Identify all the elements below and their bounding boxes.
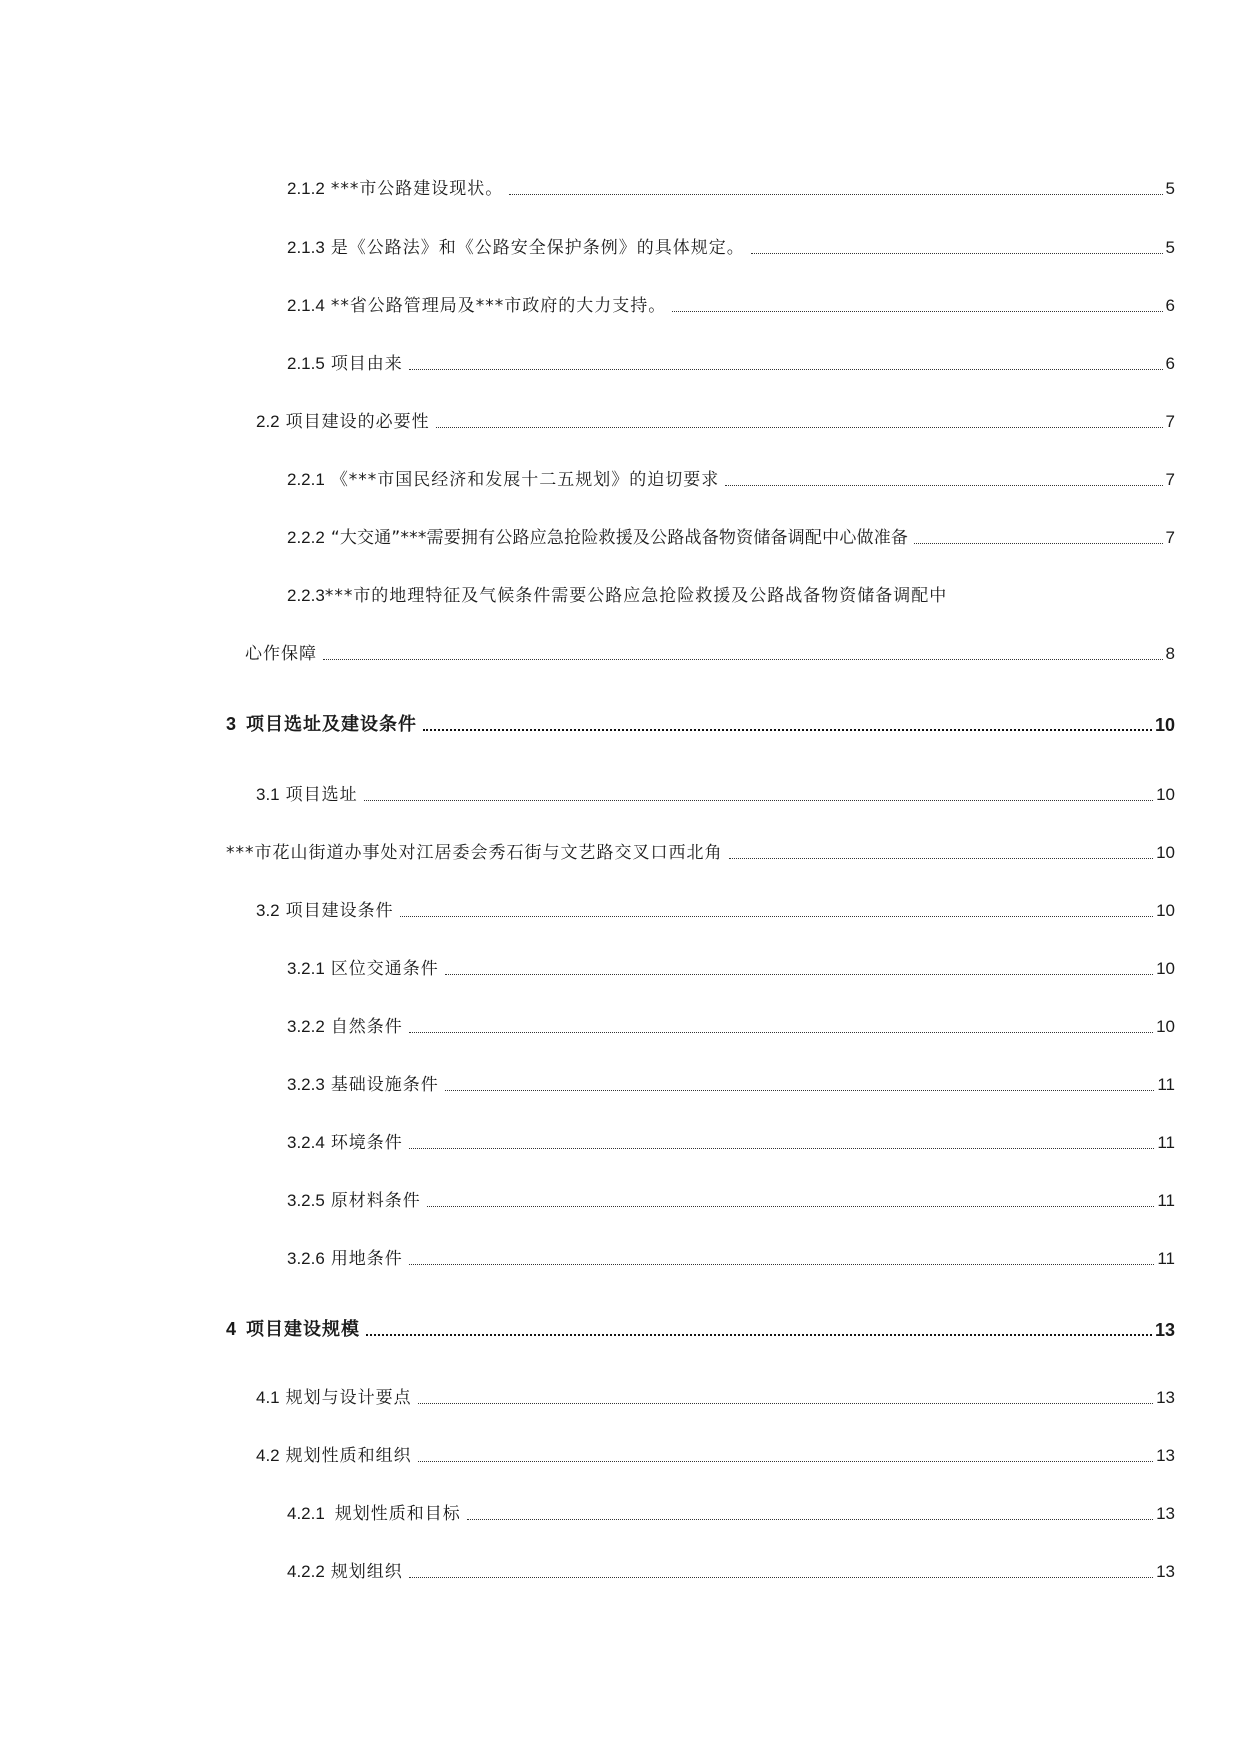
- toc-entry-label: 自然条件: [330, 1017, 403, 1037]
- toc-entry-title: [256, 1445, 412, 1467]
- toc-leader-dots: [418, 1403, 1153, 1404]
- toc-entry-label: 用地条件: [330, 1249, 403, 1269]
- toc-page-number: 10: [1156, 843, 1175, 862]
- toc-leader-dots: [409, 369, 1163, 370]
- toc-entry-number: 3.2.1: [287, 959, 325, 978]
- toc-entry[interactable]: [226, 842, 1175, 864]
- toc-entry-label: 规划性质和目标: [334, 1504, 461, 1524]
- toc-entry-label: ***市的地理特征及气候条件需要公路应急抢险救援及公路战备物资储备调配中: [324, 586, 948, 606]
- toc-entry-number: 4.2.1: [287, 1504, 325, 1523]
- toc-entry-label: 规划与设计要点: [285, 1388, 412, 1408]
- toc-page-number: 13: [1156, 1388, 1175, 1407]
- toc-entry-title: [256, 1387, 412, 1409]
- toc-entry[interactable]: [256, 1387, 1175, 1409]
- toc-entry-label: 项目选址及建设条件: [246, 714, 418, 735]
- toc-entry[interactable]: [287, 469, 1175, 491]
- toc-entry-number: 4: [226, 1319, 237, 1339]
- toc-entry-title: [287, 295, 666, 317]
- toc-entry-number: 2.2.3: [287, 586, 325, 605]
- toc-entry-title: [287, 1016, 403, 1038]
- toc-leader-dots: [467, 1519, 1153, 1520]
- toc-page-number: 13: [1156, 1446, 1175, 1465]
- toc-page-number: 6: [1165, 296, 1175, 315]
- toc-page-number: 7: [1165, 470, 1175, 489]
- toc-chapter-entry[interactable]: [226, 713, 1175, 736]
- toc-page-number: 5: [1165, 238, 1175, 257]
- toc-entry-number: 2.1.2: [287, 179, 325, 198]
- toc-entry-label: **省公路管理局及***市政府的大力支持。: [330, 296, 667, 316]
- toc-leader-dots: [323, 659, 1163, 660]
- toc-entry-label: 区位交通条件: [330, 959, 439, 979]
- toc-entry[interactable]: [256, 1445, 1175, 1467]
- toc-entry-label: 项目建设规模: [246, 1319, 361, 1340]
- toc-entry[interactable]: [287, 295, 1175, 317]
- toc-chapter-entry[interactable]: [226, 1318, 1175, 1341]
- toc-entry-first-line[interactable]: [287, 585, 947, 607]
- toc-page-number: 13: [1156, 1562, 1175, 1581]
- toc-page-number: 11: [1157, 1191, 1175, 1210]
- toc-page-number: 8: [1165, 644, 1175, 663]
- toc-entry[interactable]: [287, 1132, 1175, 1154]
- toc-entry-title: [287, 527, 908, 549]
- toc-entry[interactable]: [287, 353, 1175, 375]
- toc-entry-label: 心作保障: [245, 644, 317, 664]
- toc-entry-title: [226, 1318, 360, 1341]
- toc-entry[interactable]: [256, 900, 1175, 922]
- toc-leader-dots: [436, 427, 1163, 428]
- toc-entry-title: [256, 900, 394, 922]
- toc-leader-dots: [751, 253, 1163, 254]
- toc-entry-number: 3.2.6: [287, 1249, 325, 1268]
- toc-entry[interactable]: [287, 237, 1175, 259]
- toc-leader-dots: [509, 194, 1162, 195]
- toc-page-number: 10: [1156, 959, 1175, 978]
- toc-entry-label: 原材料条件: [330, 1191, 421, 1211]
- toc-entry-number: 2.1.4: [287, 296, 325, 315]
- toc-page-number: 13: [1156, 1504, 1175, 1523]
- toc-page-number: 10: [1156, 1017, 1175, 1036]
- toc-entry-label: 是《公路法》和《公路安全保护条例》的具体规定。: [330, 238, 745, 258]
- toc-leader-dots: [427, 1206, 1155, 1207]
- toc-leader-dots: [366, 1334, 1152, 1336]
- toc-leader-dots: [364, 800, 1153, 801]
- toc-leader-dots: [729, 858, 1154, 859]
- toc-entry-number: 3.2.4: [287, 1133, 325, 1152]
- toc-entry[interactable]: [287, 1248, 1175, 1270]
- toc-page-number: 10: [1154, 715, 1175, 735]
- toc-entry-number: 2.1.3: [287, 238, 325, 257]
- toc-page-number: 7: [1165, 528, 1175, 547]
- toc-entry-label: 项目建设条件: [285, 901, 394, 921]
- toc-leader-dots: [418, 1461, 1153, 1462]
- toc-entry[interactable]: [256, 411, 1175, 433]
- toc-entry-label: 环境条件: [330, 1133, 403, 1153]
- toc-leader-dots: [725, 485, 1162, 486]
- toc-entry[interactable]: [287, 527, 1175, 549]
- toc-entry-title: [287, 1561, 403, 1583]
- toc-leader-dots: [672, 311, 1162, 312]
- toc-page-number: 5: [1165, 179, 1175, 198]
- toc-entry[interactable]: [287, 958, 1175, 980]
- toc-entry-title: [287, 237, 745, 259]
- toc-entry-label: 规划组织: [330, 1562, 403, 1582]
- toc-page-number: 13: [1154, 1320, 1175, 1340]
- toc-page-number: 11: [1157, 1075, 1175, 1094]
- toc-entry-title: [226, 713, 417, 736]
- toc-entry-label: 基础设施条件: [330, 1075, 439, 1095]
- toc-entry-label: “大交通”***需要拥有公路应急抢险救援及公路战备物资储备调配中心做准备: [330, 528, 909, 548]
- toc-entry-label: 项目建设的必要性: [285, 412, 430, 432]
- toc-entry[interactable]: [287, 178, 1175, 200]
- toc-leader-dots: [914, 543, 1162, 544]
- toc-entry-title: [256, 411, 430, 433]
- toc-page-number: 11: [1157, 1249, 1175, 1268]
- toc-entry-title: [287, 958, 439, 980]
- toc-entry[interactable]: [287, 1190, 1175, 1212]
- toc-entry-number: 2.1.5: [287, 354, 325, 373]
- toc-entry-number: 3: [226, 714, 237, 734]
- toc-entry-number: 3.2.3: [287, 1075, 325, 1094]
- toc-entry-title: [287, 353, 403, 375]
- toc-entry-number: 2.2.1: [287, 470, 325, 489]
- toc-entry[interactable]: [287, 1016, 1175, 1038]
- toc-entry-label: 规划性质和组织: [285, 1446, 412, 1466]
- toc-entry-title: [287, 1132, 403, 1154]
- toc-entry-label: 《***市国民经济和发展十二五规划》的迫切要求: [330, 470, 720, 490]
- toc-entry-number: 3.2: [256, 901, 280, 920]
- toc-entry-continuation[interactable]: [245, 643, 1175, 665]
- toc-leader-dots: [409, 1148, 1155, 1149]
- toc-entry-label: ***市花山街道办事处对江居委会秀石街与文艺路交叉口西北角: [226, 843, 723, 863]
- toc-leader-dots: [423, 729, 1152, 731]
- toc-leader-dots: [400, 916, 1153, 917]
- toc-entry-title: [287, 1074, 439, 1096]
- toc-page-number: 11: [1157, 1133, 1175, 1152]
- toc-entry-number: 3.2.2: [287, 1017, 325, 1036]
- toc-entry-number: 4.2: [256, 1446, 280, 1465]
- toc-page-number: 7: [1165, 412, 1175, 431]
- toc-entry[interactable]: [287, 1074, 1175, 1096]
- toc-entry-number: 4.1: [256, 1388, 280, 1407]
- toc-leader-dots: [409, 1032, 1153, 1033]
- toc-page-number: 10: [1156, 901, 1175, 920]
- toc-entry[interactable]: [287, 1503, 1175, 1525]
- toc-entry-title: [287, 1248, 403, 1270]
- toc-entry-label: 项目选址: [285, 785, 358, 805]
- toc-leader-dots: [445, 1090, 1155, 1091]
- toc-entry-number: 3.2.5: [287, 1191, 325, 1210]
- toc-leader-dots: [409, 1264, 1155, 1265]
- toc-entry-title: [287, 469, 719, 491]
- toc-page-number: 6: [1165, 354, 1175, 373]
- toc-entry-number: 4.2.2: [287, 1562, 325, 1581]
- toc-entry-label: 项目由来: [330, 354, 403, 374]
- toc-entry-label: ***市公路建设现状。: [330, 179, 504, 199]
- toc-entry-title: [287, 1503, 461, 1525]
- toc-page-number: 10: [1156, 785, 1175, 804]
- toc-entry-number: 2.2.2: [287, 528, 325, 547]
- toc-entry[interactable]: [287, 1561, 1175, 1583]
- toc-leader-dots: [445, 974, 1153, 975]
- toc-entry-title: [287, 1190, 421, 1212]
- toc-leader-dots: [409, 1577, 1153, 1578]
- toc-entry[interactable]: [256, 784, 1175, 806]
- toc-entry-number: 3.1: [256, 785, 280, 804]
- toc-entry-title: [287, 178, 503, 200]
- toc-entry-number: 2.2: [256, 412, 280, 431]
- toc-entry-title: [256, 784, 358, 806]
